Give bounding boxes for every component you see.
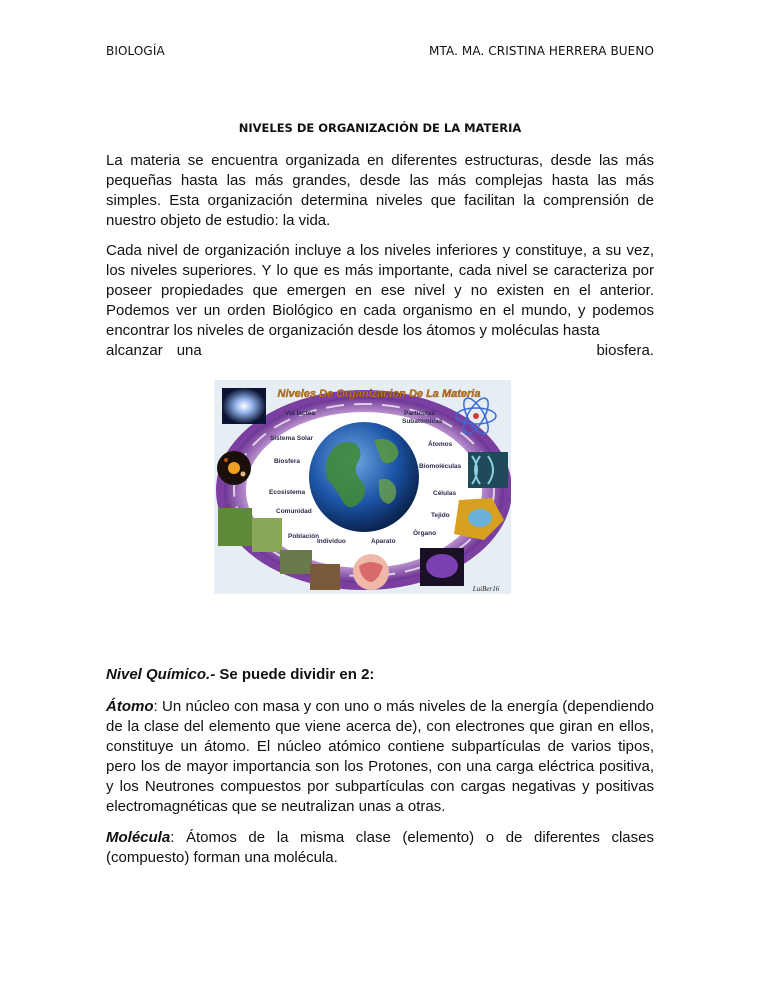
- earth-globe: [309, 422, 419, 532]
- molecula-term: Molécula: [106, 829, 171, 846]
- levels-paragraph-text: Cada nivel de organización incluye a los niveles inferiores y constituye, a su vez, los niveles superiores. Y lo que es más importante, cada nivel se caracteriza por poseer propiedades que emergen en ese nivel y no existen en el anterior. Podemos ver un orden Biológico en cada organismo en el mundo, y podemos encontrar los niveles de organización desde los átomos y moléculas hasta: [106, 242, 654, 339]
- label-particulas-1: Partículas: [404, 410, 436, 417]
- label-aparato: Aparato: [371, 538, 396, 545]
- header-author: MTA. MA. CRISTINA HERRERA BUENO: [429, 44, 654, 58]
- molecula-text: : Átomos de la misma clase (elemento) o de diferentes clases (compuesto) forman una molécula.: [106, 829, 654, 866]
- label-poblacion: Población: [288, 533, 320, 540]
- label-ecosistema: Ecosistema: [269, 489, 306, 496]
- molecula-paragraph: [106, 828, 654, 868]
- population-image: [280, 550, 312, 574]
- label-particulas-2: Subatómicas: [402, 418, 443, 425]
- organization-levels-figure: [214, 380, 511, 594]
- label-comunidad: Comunidad: [276, 508, 312, 515]
- atomo-term: Átomo: [106, 698, 154, 715]
- label-biomoleculas: Biomoléculas: [419, 463, 462, 470]
- community-image: [252, 518, 282, 552]
- label-individuo: Individuo: [317, 538, 346, 545]
- word-una: una: [176, 342, 202, 359]
- label-celulas: Células: [433, 490, 457, 497]
- galaxy-image: [222, 388, 266, 424]
- section-heading: [106, 666, 374, 683]
- figure-title: Niveles De Organizacion De La Materia: [277, 388, 481, 400]
- page-title: NIVELES DE ORGANIZACIÓN DE LA MATERIA: [238, 121, 522, 135]
- word-alcanzar: alcanzar: [106, 342, 163, 359]
- figure-signature: LuiBer16: [472, 585, 500, 593]
- intro-paragraph: La materia se encuentra organizada en diferentes estructuras, desde las más pequeñas hasta las más grandes, desde las más complejas hasta las más simples. Esta organización determina niveles que facilitan la comprensión de nuestro objeto de estudio: la vida.: [106, 152, 654, 229]
- word-biosfera: biosfera.: [596, 342, 654, 359]
- section-heading-rest: Se puede dividir en 2:: [215, 666, 375, 683]
- header-subject: BIOLOGÍA: [106, 44, 165, 58]
- levels-paragraph-lastline: [106, 341, 654, 361]
- label-sistema-solar: Sistema Solar: [270, 435, 313, 442]
- atomo-paragraph: [106, 697, 654, 817]
- label-biosfera: Biosfera: [274, 458, 301, 465]
- ecosystem-image: [218, 508, 252, 546]
- label-organo: Órgano: [413, 530, 437, 537]
- individual-image: [310, 564, 340, 590]
- levels-paragraph: [106, 241, 654, 361]
- label-atomos: Átomos: [428, 441, 453, 448]
- section-heading-italic: Nivel Químico.-: [106, 666, 216, 683]
- label-tejido: Tejido: [431, 512, 450, 519]
- label-via-lactea: Vía láctea: [285, 410, 315, 417]
- atomo-text: : Un núcleo con masa y con uno o más niveles de la energía (dependiendo de la clase del elemento que viene acerca de), con electrones que giran en ellos, constituye un átomo. El núcleo atómico contiene subpartículas de varios tipos, pero los de mayor importancia son los Protones, con una carga eléctrica positiva, y los Neutrones compuestos por subpartículas con cargas negativas y positivas electromagnéticas que se neutralizan unas a otras.: [106, 698, 654, 815]
